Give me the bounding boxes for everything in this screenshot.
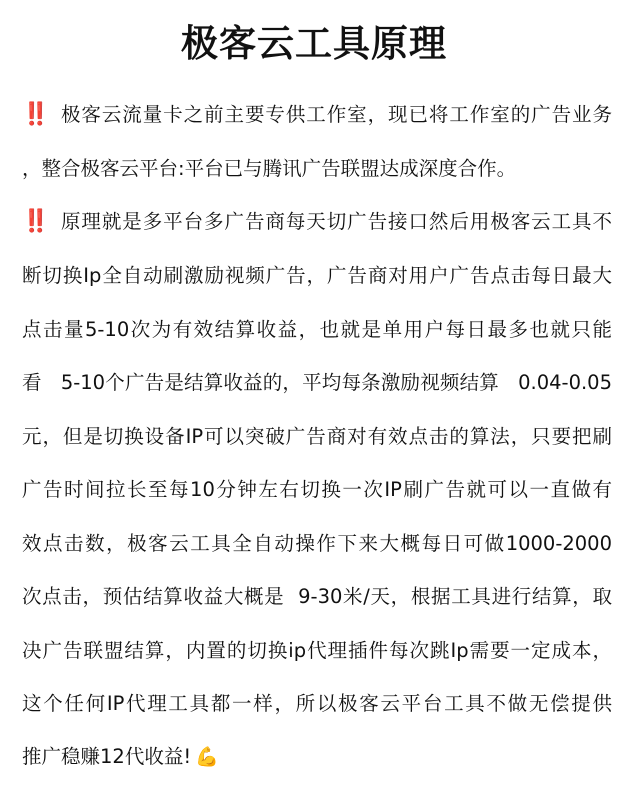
paragraph-2-text-10: 这个任何IP代理工具都一样，所以极客云平台工具不做无偿提供 bbox=[22, 692, 612, 715]
double-exclamation-icon: ‼️ bbox=[22, 209, 48, 234]
paragraph-2-text-1: 原理就是多平台多广告商每天切广告接口然后用极客云工具不 bbox=[60, 210, 612, 233]
paragraph-2-line-10 bbox=[22, 689, 612, 719]
paragraph-2-line-9 bbox=[22, 636, 612, 666]
paragraph-1-line-2 bbox=[22, 154, 612, 184]
paragraph-2-line-11 bbox=[22, 742, 612, 772]
paragraph-2-text-5: 元，但是切换设备IP可以突破广告商对有效点击的算法，只要把刷 bbox=[22, 425, 612, 448]
paragraph-2-text-3: 点击量5-10次为有效结算收益，也就是单用户每日最多也就只能 bbox=[22, 318, 612, 341]
paragraph-1-text-2: ，整合极客云平台:平台已与腾讯广告联盟达成深度合作。 bbox=[22, 157, 517, 180]
paragraph-2-text-4: 看 5-10个广告是结算收益的，平均每条激励视频结算 0.04-0.05 bbox=[22, 371, 612, 394]
paragraph-2-text-9: 决广告联盟结算，内置的切换ip代理插件每次跳Ip需要一定成本， bbox=[22, 639, 612, 662]
paragraph-2-text-6: 广告时间拉长至每10分钟左右切换一次IP刷广告就可以一直做有 bbox=[22, 478, 612, 501]
paragraph-1-line-1 bbox=[22, 100, 612, 130]
paragraph-2-line-7 bbox=[22, 529, 612, 559]
paragraph-2-text-7: 效点击数，极客云工具全自动操作下来大概每日可做1000-2000 bbox=[22, 532, 612, 555]
paragraph-2-line-1 bbox=[22, 207, 612, 237]
paragraph-2-line-6 bbox=[22, 475, 612, 505]
paragraph-2-line-4 bbox=[22, 368, 612, 398]
paragraph-2-line-5 bbox=[22, 422, 612, 452]
paragraph-2-text-2: 断切换Ip全自动刷激励视频广告，广告商对用户广告点击每日最大 bbox=[22, 264, 612, 287]
paragraph-2-line-8 bbox=[22, 582, 612, 612]
double-exclamation-icon: ‼️ bbox=[22, 102, 48, 127]
paragraph-1-text-1: 极客云流量卡之前主要专供工作室，现已将工作室的广告业务 bbox=[60, 103, 612, 126]
paragraph-2-line-2 bbox=[22, 261, 612, 291]
paragraph-2-line-3 bbox=[22, 315, 612, 345]
flexed-biceps-icon: 💪 bbox=[195, 746, 219, 768]
paragraph-2-text-8: 次点击，预估结算收益大概是 9-30米/天，根据工具进行结算，取 bbox=[22, 585, 612, 608]
page-title: 极客云工具原理 bbox=[181, 22, 447, 65]
paragraph-2-text-11: 推广稳赚12代收益! bbox=[22, 745, 192, 768]
